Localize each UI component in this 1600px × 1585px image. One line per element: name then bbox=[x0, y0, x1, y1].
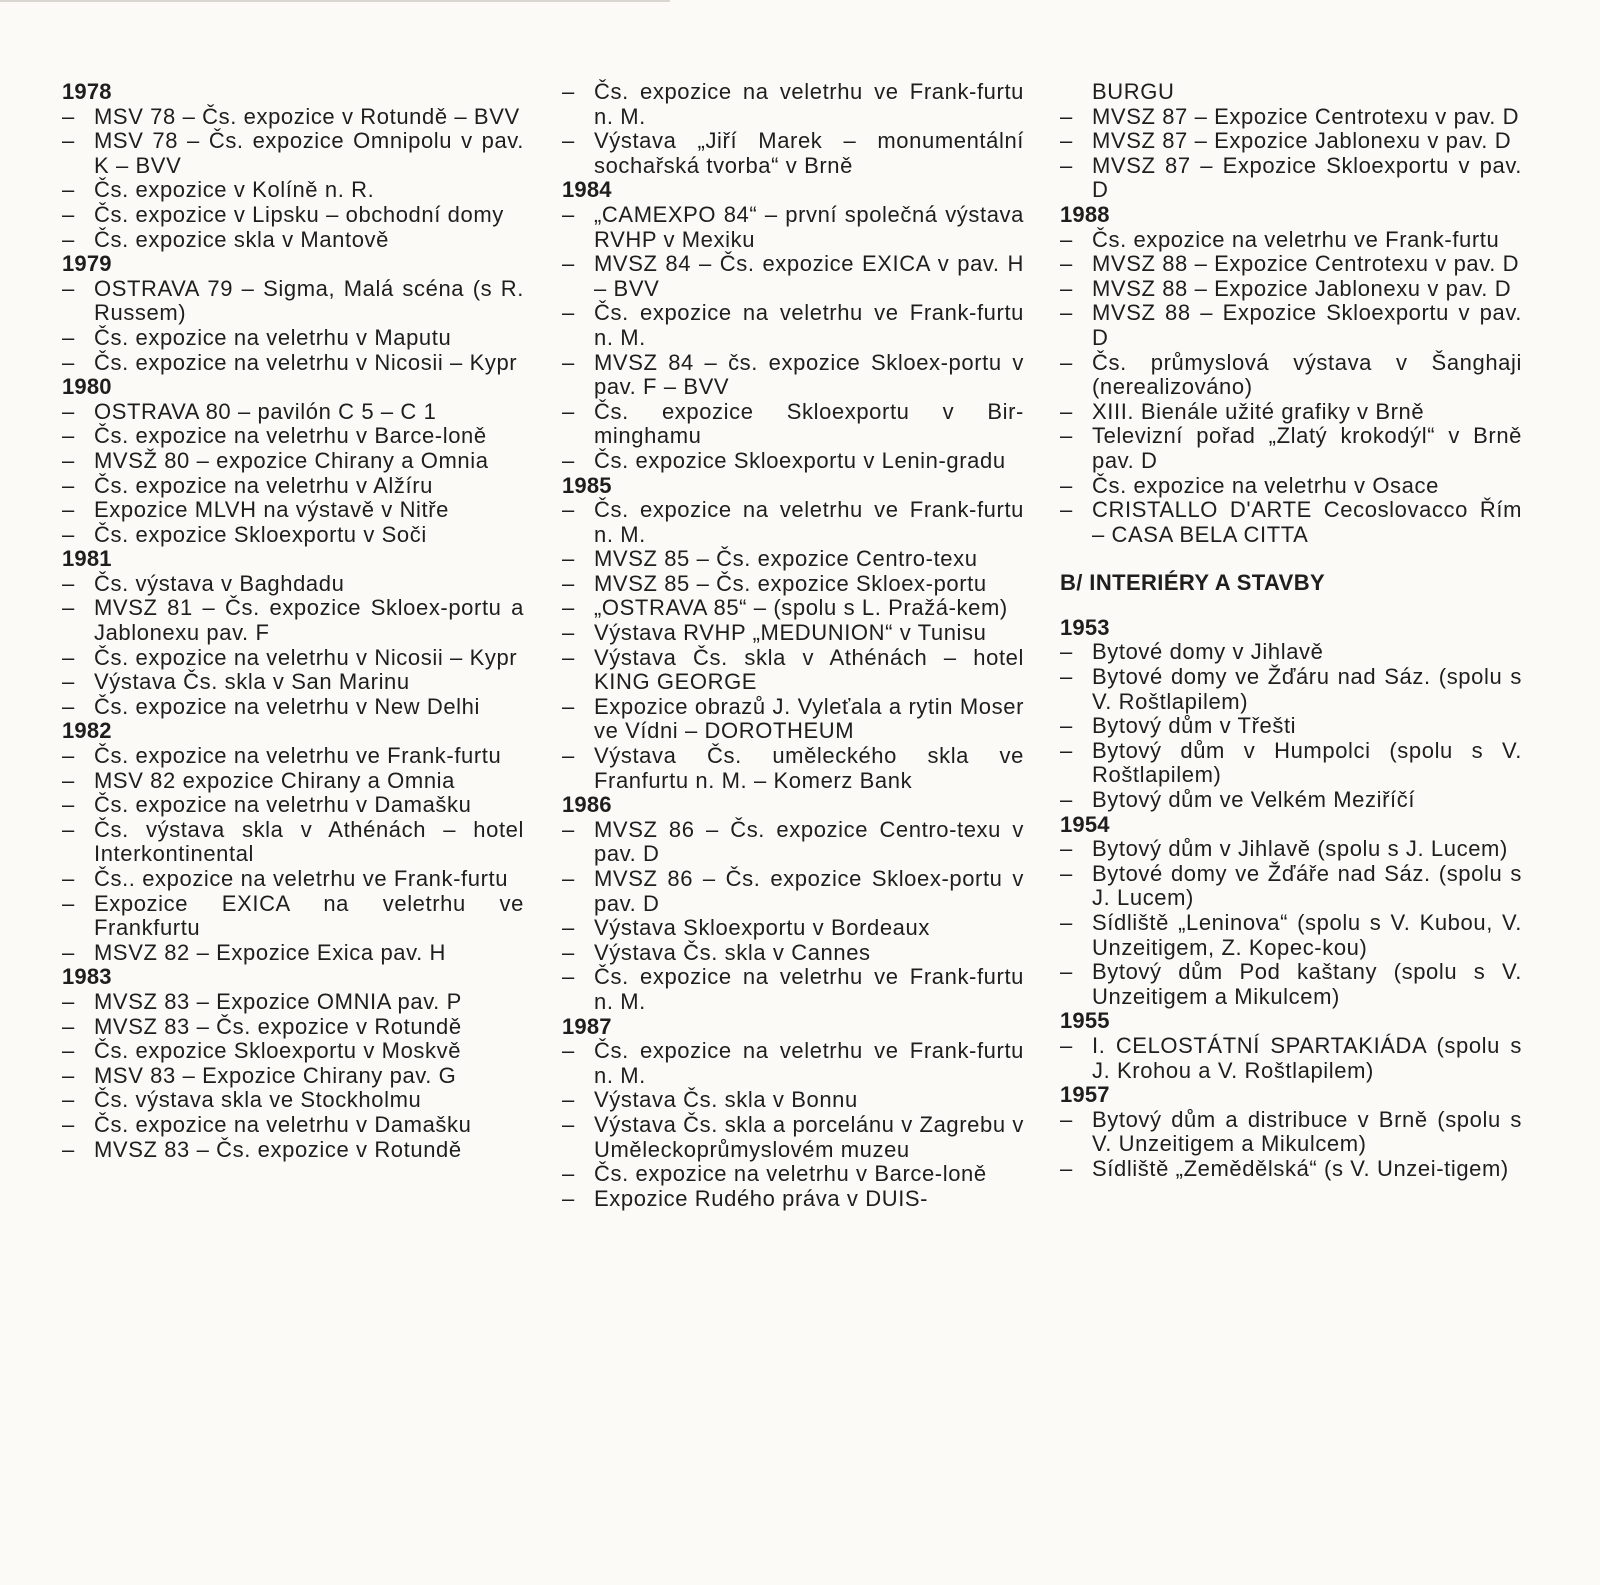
list-item bbox=[1060, 837, 1522, 862]
list-item bbox=[1060, 277, 1522, 302]
dash-bullet: – bbox=[562, 447, 575, 473]
list-item bbox=[62, 1088, 524, 1113]
list-item bbox=[562, 498, 1024, 547]
dash-bullet: – bbox=[1060, 103, 1073, 129]
item-text: XIII. Bienále užité grafiky v Brně bbox=[1092, 398, 1425, 424]
item-text: Televizní pořad „Zlatý krokodýl“ v Brně pav. D bbox=[1092, 423, 1522, 473]
dash-bullet: – bbox=[562, 349, 575, 375]
dash-bullet: – bbox=[562, 398, 575, 424]
item-text: I. CELOSTÁTNÍ SPARTAKIÁDA (spolu s J. Krohou a V. Roštlapilem) bbox=[1092, 1032, 1522, 1083]
list-item bbox=[562, 1187, 1024, 1212]
right-column bbox=[1060, 80, 1522, 1182]
dash-bullet: – bbox=[1060, 639, 1073, 665]
list-item bbox=[62, 228, 524, 253]
year-heading: 1980 bbox=[62, 374, 112, 400]
item-text: MVSZ 86 – Čs. expozice Centro-texu v pav. D bbox=[594, 816, 1024, 867]
dash-bullet: – bbox=[62, 1013, 75, 1039]
list-item bbox=[62, 523, 524, 548]
item-text: Výstava Čs. skla v Athénách – hotel KING GEORGE bbox=[594, 644, 1024, 695]
dash-bullet: – bbox=[562, 866, 575, 891]
item-text: Čs. expozice na veletrhu ve Frank-furtu n. M. bbox=[594, 964, 1024, 1014]
item-text: MVSZ 87 – Expozice Jablonexu v pav. D bbox=[1092, 128, 1512, 154]
item-text: Čs. expozice na veletrhu v Nicosii – Kypr bbox=[94, 644, 518, 670]
item-text: Bytový dům v Jihlavě (spolu s J. Lucem) bbox=[1092, 836, 1508, 862]
middle-column bbox=[562, 80, 1024, 1211]
list-item bbox=[1060, 911, 1522, 960]
dash-bullet: – bbox=[62, 497, 75, 523]
item-text: Čs. expozice na veletrhu ve Frank-furtu bbox=[94, 743, 502, 769]
list-item bbox=[62, 129, 524, 178]
dash-bullet: – bbox=[1060, 251, 1073, 277]
dash-bullet: – bbox=[62, 472, 75, 498]
dash-bullet: – bbox=[1060, 910, 1073, 935]
dash-bullet: – bbox=[62, 398, 75, 424]
list-item bbox=[562, 203, 1024, 252]
dash-bullet: – bbox=[62, 423, 75, 449]
list-item bbox=[1060, 105, 1522, 130]
dash-bullet: – bbox=[1060, 664, 1073, 690]
dash-bullet: – bbox=[562, 570, 575, 596]
dash-bullet: – bbox=[1060, 1106, 1073, 1132]
item-text: Čs. průmyslová výstava v Šanghaji (nerealizováno) bbox=[1092, 349, 1522, 400]
dash-bullet: – bbox=[1060, 713, 1073, 739]
dash-bullet: – bbox=[562, 915, 575, 941]
dash-bullet: – bbox=[62, 767, 75, 793]
list-item bbox=[562, 695, 1024, 744]
item-text: Bytový dům ve Velkém Meziříčí bbox=[1092, 787, 1416, 813]
list-item bbox=[562, 572, 1024, 597]
item-text: Čs. expozice na veletrhu v Damašku bbox=[94, 792, 472, 818]
list-item bbox=[62, 178, 524, 203]
list-item bbox=[62, 474, 524, 499]
item-text: Bytový dům v Třešti bbox=[1092, 713, 1297, 739]
item-text: MVSZ 83 – Čs. expozice v Rotundě bbox=[94, 1136, 462, 1162]
item-text: Čs. expozice Skloexportu v Soči bbox=[94, 521, 427, 547]
item-text: Výstava „Jiří Marek – monumentální sochařská tvorba“ v Brně bbox=[594, 128, 1024, 178]
item-text: Čs. expozice na veletrhu v Damašku bbox=[94, 1111, 472, 1137]
list-item bbox=[62, 744, 524, 769]
item-text: MVSZ 85 – Čs. expozice Centro-texu bbox=[594, 546, 978, 572]
dash-bullet: – bbox=[62, 1062, 75, 1088]
dash-bullet: – bbox=[62, 570, 75, 596]
dash-bullet: – bbox=[62, 988, 75, 1014]
list-item bbox=[1060, 1108, 1522, 1157]
item-text: „OSTRAVA 85“ – (spolu s L. Pražá-kem) bbox=[594, 595, 1008, 621]
list-item bbox=[62, 1064, 524, 1089]
dash-bullet: – bbox=[1060, 423, 1073, 449]
list-item bbox=[562, 400, 1024, 449]
list-item bbox=[562, 1162, 1024, 1187]
item-text: MVSZ 81 – Čs. expozice Skloex-portu a Jablonexu pav. F bbox=[94, 595, 524, 646]
list-item bbox=[562, 965, 1024, 1014]
dash-bullet: – bbox=[62, 792, 75, 818]
list-item bbox=[62, 793, 524, 818]
list-item bbox=[62, 769, 524, 794]
item-text: Expozice EXICA na veletrhu ve Frankfurtu bbox=[94, 890, 524, 941]
item-text: Čs. expozice na veletrhu v Maputu bbox=[94, 324, 452, 350]
dash-bullet: – bbox=[562, 300, 575, 326]
list-item bbox=[62, 105, 524, 130]
dash-bullet: – bbox=[62, 177, 75, 203]
list-item bbox=[562, 301, 1024, 350]
list-item bbox=[1060, 665, 1522, 714]
item-text: Čs. expozice Skloexportu v Moskvě bbox=[94, 1038, 462, 1064]
item-text: Výstava Čs. skla v San Marinu bbox=[94, 669, 410, 695]
item-text: Čs. expozice na veletrhu v Osace bbox=[1092, 472, 1439, 498]
dash-bullet: – bbox=[62, 1111, 75, 1137]
dash-bullet: – bbox=[62, 447, 75, 473]
list-item bbox=[562, 449, 1024, 474]
dash-bullet: – bbox=[562, 128, 575, 154]
list-item bbox=[1060, 351, 1522, 400]
item-text: Čs. expozice v Kolíně n. R. bbox=[94, 177, 375, 203]
list-item bbox=[62, 646, 524, 671]
list-item bbox=[62, 695, 524, 720]
list-item bbox=[1060, 640, 1522, 665]
item-text: Sídliště „Zemědělská“ (s V. Unzei-tigem) bbox=[1092, 1155, 1509, 1181]
list-item bbox=[62, 424, 524, 449]
dash-bullet: – bbox=[1060, 836, 1073, 862]
item-text: Výstava Čs. skla v Bonnu bbox=[594, 1087, 858, 1113]
item-text: Bytový dům a distribuce v Brně (spolu s V. Unzeitigem a Mikulcem) bbox=[1092, 1106, 1522, 1157]
list-item bbox=[1060, 1157, 1522, 1182]
list-item bbox=[1060, 474, 1522, 499]
dash-bullet: – bbox=[562, 201, 575, 227]
top-edge-rule bbox=[0, 0, 670, 2]
year-heading: 1984 bbox=[562, 177, 612, 203]
item-text: Bytový dům Pod kaštany (spolu s V. Unzeitigem a Mikulcem) bbox=[1092, 959, 1522, 1009]
list-item bbox=[62, 1039, 524, 1064]
year-heading: 1955 bbox=[1060, 1008, 1110, 1034]
left-column bbox=[62, 80, 524, 1162]
item-text: Čs. expozice skla v Mantově bbox=[94, 226, 389, 252]
item-text: MVSZ 86 – Čs. expozice Skloex-portu v pav. D bbox=[594, 866, 1024, 916]
list-item bbox=[562, 818, 1024, 867]
dash-bullet: – bbox=[62, 521, 75, 547]
item-text: Bytové domy ve Žďáru nad Sáz. (spolu s V. Roštlapilem) bbox=[1092, 664, 1522, 714]
item-text: MVSŽ 80 – expozice Chirany a Omnia bbox=[94, 447, 489, 473]
dash-bullet: – bbox=[62, 644, 75, 670]
dash-bullet: – bbox=[62, 226, 75, 252]
list-item bbox=[562, 867, 1024, 916]
continued-text: BURGU bbox=[1092, 79, 1175, 104]
dash-bullet: – bbox=[1060, 349, 1073, 375]
dash-bullet: – bbox=[62, 816, 75, 842]
dash-bullet: – bbox=[1060, 398, 1073, 424]
list-item bbox=[62, 670, 524, 695]
list-item bbox=[62, 572, 524, 597]
section-heading: B/ INTERIÉRY A STAVBY bbox=[1060, 570, 1326, 596]
dash-bullet: – bbox=[562, 693, 575, 719]
dash-bullet: – bbox=[1060, 1032, 1073, 1058]
list-item bbox=[1060, 862, 1522, 911]
year-heading: 1986 bbox=[562, 792, 612, 818]
dash-bullet: – bbox=[62, 693, 75, 719]
list-item bbox=[1060, 252, 1522, 277]
item-text: MVSZ 87 – Expozice Centrotexu v pav. D bbox=[1092, 103, 1520, 129]
list-item bbox=[62, 351, 524, 376]
dash-bullet: – bbox=[1060, 128, 1073, 154]
list-item bbox=[562, 351, 1024, 400]
item-text: OSTRAVA 80 – pavilón C 5 – C 1 bbox=[94, 398, 437, 424]
item-text: MSV 82 expozice Chirany a Omnia bbox=[94, 767, 455, 793]
list-item bbox=[562, 941, 1024, 966]
list-item bbox=[62, 596, 524, 645]
dash-bullet: – bbox=[62, 324, 75, 350]
item-text: MVSZ 83 – Čs. expozice v Rotundě bbox=[94, 1013, 462, 1039]
item-text: Čs. expozice Skloexportu v Bir-minghamu bbox=[594, 398, 1024, 449]
list-item bbox=[1060, 154, 1522, 203]
year-heading: 1981 bbox=[62, 546, 112, 572]
list-item bbox=[1060, 424, 1522, 473]
list-item bbox=[1060, 301, 1522, 350]
item-text: Expozice obrazů J. Vyleťala a rytin Moser ve Vídni – DOROTHEUM bbox=[594, 693, 1024, 744]
list-item bbox=[62, 1113, 524, 1138]
item-text: Bytové domy v Jihlavě bbox=[1092, 639, 1324, 665]
dash-bullet: – bbox=[562, 1087, 575, 1113]
list-item bbox=[1060, 1034, 1522, 1083]
dash-bullet: – bbox=[562, 939, 575, 965]
item-text: Čs. expozice na veletrhu v Nicosii – Kypr bbox=[94, 349, 518, 375]
item-text: MVSZ 87 – Expozice Skloexportu v pav. D bbox=[1092, 152, 1522, 203]
dash-bullet: – bbox=[562, 816, 575, 842]
dash-bullet: – bbox=[562, 1185, 575, 1211]
list-item bbox=[62, 892, 524, 941]
dash-bullet: – bbox=[1060, 737, 1073, 763]
dash-bullet: – bbox=[562, 497, 575, 523]
list-item bbox=[62, 400, 524, 425]
list-item bbox=[62, 449, 524, 474]
dash-bullet: – bbox=[562, 595, 575, 621]
dash-bullet: – bbox=[562, 743, 575, 769]
list-item bbox=[562, 596, 1024, 621]
year-heading: 1982 bbox=[62, 718, 112, 744]
dash-bullet: – bbox=[1060, 1155, 1073, 1181]
list-item bbox=[562, 744, 1024, 793]
item-text: Bytový dům v Humpolci (spolu s V. Roštlapilem) bbox=[1092, 737, 1522, 788]
list-item bbox=[562, 1088, 1024, 1113]
item-text: Výstava Čs. uměleckého skla ve Franfurtu n. M. – Komerz Bank bbox=[594, 743, 1024, 793]
item-text: MSVZ 82 – Expozice Exica pav. H bbox=[94, 939, 446, 965]
item-text: MSV 78 – Čs. expozice Omnipolu v pav. K – BVV bbox=[94, 128, 524, 178]
dash-bullet: – bbox=[1060, 152, 1073, 178]
dash-bullet: – bbox=[62, 1087, 75, 1113]
list-item bbox=[562, 646, 1024, 695]
item-text: Čs. expozice na veletrhu ve Frank-furtu bbox=[1092, 226, 1500, 252]
item-text: MVSZ 83 – Expozice OMNIA pav. P bbox=[94, 988, 462, 1014]
list-item bbox=[562, 252, 1024, 301]
dash-bullet: – bbox=[62, 595, 75, 621]
list-item bbox=[562, 547, 1024, 572]
dash-bullet: – bbox=[62, 890, 75, 916]
item-text: Čs. expozice na veletrhu ve Frank-furtu n. M. bbox=[594, 1038, 1024, 1088]
item-text: Čs. expozice Skloexportu v Lenin-gradu bbox=[594, 447, 1006, 473]
dash-bullet: – bbox=[562, 79, 575, 104]
list-item bbox=[1060, 228, 1522, 253]
dash-bullet: – bbox=[1060, 226, 1073, 252]
item-text: Čs. expozice na veletrhu ve Frank-furtu n. M. bbox=[594, 79, 1024, 129]
dash-bullet: – bbox=[562, 964, 575, 990]
list-item bbox=[1060, 400, 1522, 425]
list-item bbox=[62, 498, 524, 523]
dash-bullet: – bbox=[62, 103, 75, 129]
dash-bullet: – bbox=[62, 349, 75, 375]
dash-bullet: – bbox=[562, 546, 575, 572]
item-text: Čs. výstava v Baghdadu bbox=[94, 570, 345, 596]
year-heading: 1978 bbox=[62, 79, 112, 104]
item-text: Čs. expozice na veletrhu ve Frank-furtu n. M. bbox=[594, 300, 1024, 350]
dash-bullet: – bbox=[62, 866, 75, 891]
list-item bbox=[1060, 129, 1522, 154]
item-text: Sídliště „Leninova“ (spolu s V. Kubou, V. Unzeitigem, Z. Kopec-kou) bbox=[1092, 910, 1522, 960]
list-item bbox=[1060, 739, 1522, 788]
list-item bbox=[1060, 960, 1522, 1009]
item-text: Výstava Skloexportu v Bordeaux bbox=[594, 915, 930, 941]
item-text: Čs. expozice na veletrhu v Barce-loně bbox=[94, 423, 487, 449]
year-heading: 1979 bbox=[62, 251, 112, 277]
item-text: Expozice MLVH na výstavě v Nitře bbox=[94, 497, 450, 523]
year-heading: 1985 bbox=[562, 472, 612, 498]
item-text: OSTRAVA 79 – Sigma, Malá scéna (s R. Russem) bbox=[94, 275, 524, 326]
dash-bullet: – bbox=[62, 275, 75, 301]
year-heading: 1988 bbox=[1060, 201, 1110, 227]
list-item bbox=[62, 990, 524, 1015]
dash-bullet: – bbox=[562, 620, 575, 646]
item-text: Bytové domy ve Žďáře nad Sáz. (spolu s J. Lucem) bbox=[1092, 860, 1522, 911]
year-heading: 1987 bbox=[562, 1013, 612, 1039]
dash-bullet: – bbox=[1060, 959, 1073, 985]
item-text: Čs. expozice na veletrhu v New Delhi bbox=[94, 693, 480, 719]
list-item bbox=[562, 1113, 1024, 1162]
item-text: MVSZ 85 – Čs. expozice Skloex-portu bbox=[594, 570, 987, 596]
list-item bbox=[1060, 498, 1522, 547]
dash-bullet: – bbox=[62, 743, 75, 769]
dash-bullet: – bbox=[1060, 860, 1073, 886]
list-item bbox=[62, 326, 524, 351]
dash-bullet: – bbox=[62, 128, 75, 154]
year-heading: 1953 bbox=[1060, 614, 1110, 640]
list-item bbox=[1060, 714, 1522, 739]
year-heading: 1954 bbox=[1060, 811, 1110, 837]
item-text: MSV 78 – Čs. expozice v Rotundě – BVV bbox=[94, 103, 520, 129]
dash-bullet: – bbox=[1060, 275, 1073, 301]
list-item bbox=[62, 941, 524, 966]
item-text: CRISTALLO D'ARTE Cecoslovacco Řím – CASA BELA CITTA bbox=[1092, 497, 1522, 547]
list-item bbox=[62, 1138, 524, 1163]
item-text: MVSZ 88 – Expozice Skloexportu v pav. D bbox=[1092, 300, 1522, 350]
list-item bbox=[562, 916, 1024, 941]
dash-bullet: – bbox=[1060, 300, 1073, 326]
item-text: Čs. expozice na veletrhu ve Frank-furtu n. M. bbox=[594, 497, 1024, 547]
item-text: Výstava Čs. skla v Cannes bbox=[594, 939, 871, 965]
list-item bbox=[562, 621, 1024, 646]
year-heading: 1957 bbox=[1060, 1082, 1110, 1108]
dash-bullet: – bbox=[562, 1111, 575, 1137]
list-item bbox=[1060, 788, 1522, 813]
dash-bullet: – bbox=[562, 1038, 575, 1064]
dash-bullet: – bbox=[62, 939, 75, 965]
item-text: Výstava Čs. skla a porcelánu v Zagrebu v Uměleckoprůmyslovém muzeu bbox=[594, 1111, 1024, 1162]
dash-bullet: – bbox=[62, 1038, 75, 1064]
dash-bullet: – bbox=[1060, 472, 1073, 498]
list-item bbox=[562, 1039, 1024, 1088]
item-text: Čs. výstava skla v Athénách – hotel Interkontinental bbox=[94, 816, 524, 867]
dash-bullet: – bbox=[562, 644, 575, 670]
item-text: MVSZ 88 – Expozice Jablonexu v pav. D bbox=[1092, 275, 1512, 301]
dash-bullet: – bbox=[562, 251, 575, 277]
list-item bbox=[562, 129, 1024, 178]
item-text: MSV 83 – Expozice Chirany pav. G bbox=[94, 1062, 457, 1088]
item-text: Čs. expozice v Lipsku – obchodní domy bbox=[94, 201, 504, 227]
item-text: Výstava RVHP „MEDUNION“ v Tunisu bbox=[594, 620, 987, 646]
dash-bullet: – bbox=[62, 669, 75, 695]
item-text: „CAMEXPO 84“ – první společná výstava RVHP v Mexiku bbox=[594, 201, 1024, 252]
list-item bbox=[62, 277, 524, 326]
list-item bbox=[62, 818, 524, 867]
dash-bullet: – bbox=[62, 1136, 75, 1162]
list-item bbox=[62, 867, 524, 892]
dash-bullet: – bbox=[1060, 787, 1073, 813]
item-text: MVSZ 88 – Expozice Centrotexu v pav. D bbox=[1092, 251, 1520, 277]
dash-bullet: – bbox=[62, 201, 75, 227]
year-heading: 1983 bbox=[62, 964, 112, 990]
item-text: Čs. výstava skla ve Stockholmu bbox=[94, 1087, 422, 1113]
list-item bbox=[62, 1015, 524, 1040]
item-text: Expozice Rudého práva v DUIS- bbox=[594, 1185, 929, 1211]
list-item bbox=[562, 80, 1024, 129]
item-text: MVSZ 84 – čs. expozice Skloex-portu v pav. F – BVV bbox=[594, 349, 1024, 400]
list-item bbox=[62, 203, 524, 228]
item-text: MVSZ 84 – Čs. expozice EXICA v pav. H – BVV bbox=[594, 251, 1024, 301]
dash-bullet: – bbox=[1060, 497, 1073, 523]
item-text: Čs. expozice na veletrhu v Barce-loně bbox=[594, 1161, 987, 1187]
item-text: Čs.. expozice na veletrhu ve Frank-furtu bbox=[94, 866, 509, 891]
dash-bullet: – bbox=[562, 1161, 575, 1187]
item-text: Čs. expozice na veletrhu v Alžíru bbox=[94, 472, 433, 498]
